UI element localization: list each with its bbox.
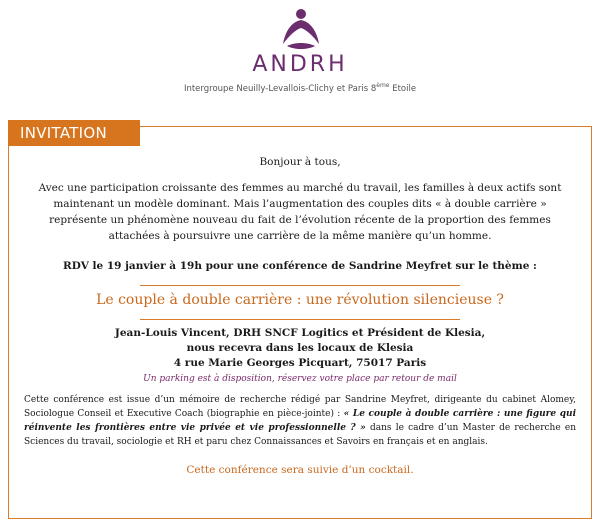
rdv-line: RDV le 19 janvier à 19h pour une conférence de Sandrine Meyfret sur le thème :	[63, 260, 537, 272]
host-line-1: Jean-Louis Vincent, DRH SNCF Logitics et Président de Klesia,	[114, 327, 486, 339]
subtitle-end: Etoile	[389, 83, 417, 94]
title-rule-top	[140, 285, 460, 286]
conference-title: Le couple à double carrière : une révolution silencieuse ?	[96, 292, 504, 308]
cocktail-note: Cette conférence sera suivie d’un cocktail.	[186, 464, 414, 476]
invitation-tab: INVITATION	[8, 120, 140, 146]
subtitle-main: Intergroupe Neuilly-Levallois-Clichy et Paris 8	[183, 83, 377, 94]
group-subtitle	[0, 82, 600, 94]
parking-note[interactable]: Un parking est à disposition, réservez votre place par retour de mail	[143, 374, 457, 384]
andrh-logo-icon	[275, 4, 327, 54]
logo-wordmark: ANDRH	[252, 52, 348, 77]
description-paragraph	[24, 393, 576, 449]
desc-end: dans le cadre d’un Master de recherche en Sciences du travail, sociologie et RH et paru chez Connaissances et Savoirs en français et en anglais.	[24, 423, 576, 447]
address-line: 4 rue Marie Georges Picquart, 75017 Paris	[173, 357, 427, 369]
intro-paragraph: Avec une participation croissante des femmes au marché du travail, les familles à deux actifs sont maintenant un modèle dominant. Mais l’augmentation des couples dits « à double carrière » représente un phénomène nouveau du fait de l’évolution récente de la proportion des femmes attachées à poursuivre une carrière de la même manière qu’un homme.	[38, 182, 562, 242]
title-rule-bottom	[140, 319, 460, 320]
desc-start: Cette conférence est issue d’un mémoire de recherche rédigé par Sandrine Meyfret, dirigeante du cabinet Alomey, Sociologue Conseil et Executive Coach (biographie en pièce-jointe) :	[24, 395, 576, 419]
host-info	[20, 326, 580, 371]
desc-quote: « Le couple à double carrière : une figure qui réinvente les frontières entre vie privée et vie professionnelle ? »	[24, 409, 576, 433]
greeting: Bonjour à tous,	[259, 156, 341, 168]
subtitle-sup: ème	[376, 82, 390, 89]
host-line-2: nous recevra dans les locaux de Klesia	[186, 342, 414, 354]
